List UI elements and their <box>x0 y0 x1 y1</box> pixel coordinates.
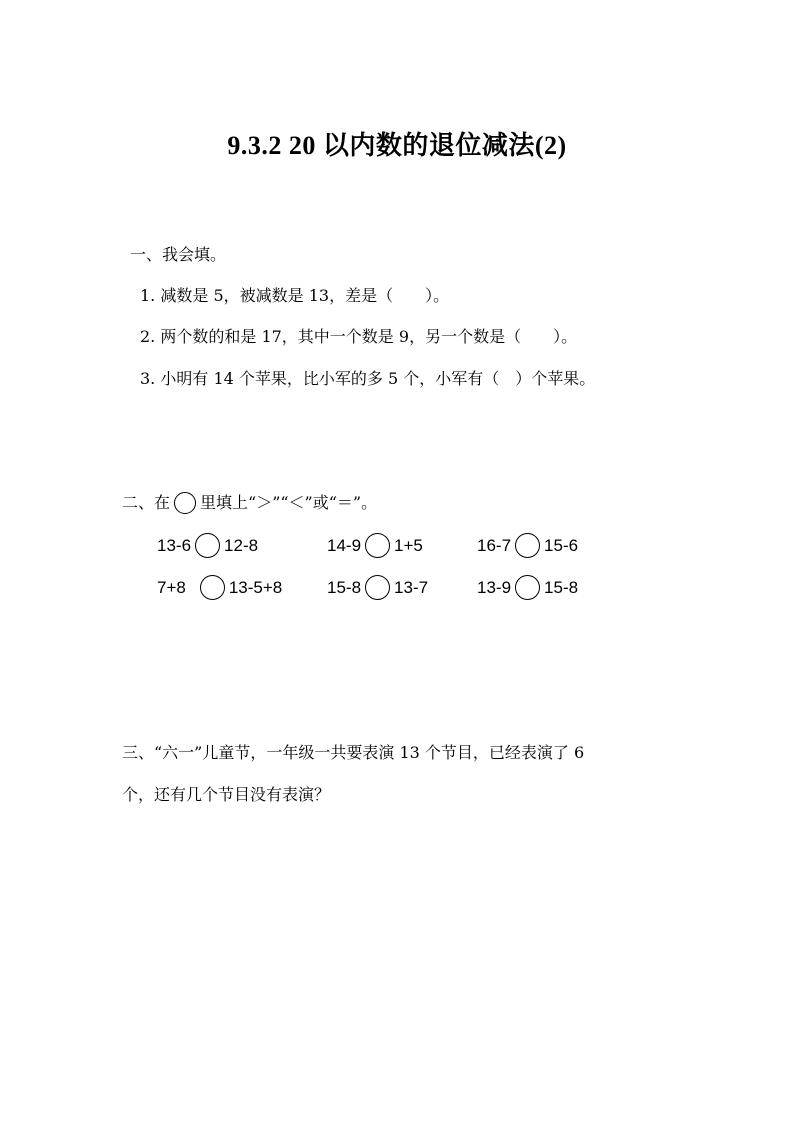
section2-heading <box>122 492 377 514</box>
section1-item-3: 3. 小明有 14 个苹果，比小军的多 5 个，小军有（ ）个苹果。 <box>140 369 596 388</box>
right-expression: 13-7 <box>394 577 429 597</box>
left-expression: 7+8 <box>157 577 186 597</box>
answer-circle[interactable] <box>195 533 220 558</box>
left-expression: 13-9 <box>477 577 512 597</box>
left-expression: 13-6 <box>157 535 192 555</box>
right-expression: 15-8 <box>544 577 579 597</box>
section1-heading: 一、我会填。 <box>130 245 227 264</box>
comparison-item <box>477 533 578 558</box>
right-expression: 15-6 <box>544 535 579 555</box>
comparison-item <box>157 533 258 558</box>
answer-circle[interactable] <box>365 575 390 600</box>
answer-circle[interactable] <box>515 575 540 600</box>
right-expression: 13-5+8 <box>228 577 283 597</box>
section1-item-1: 1. 减数是 5，被减数是 13，差是（ ）。 <box>140 286 450 305</box>
answer-circle[interactable] <box>200 575 225 600</box>
circle-blank-icon <box>174 492 196 514</box>
left-expression: 16-7 <box>477 535 512 555</box>
answer-circle[interactable] <box>515 533 540 558</box>
page-title: 9.3.2 20 以内数的退位减法(2) <box>227 131 567 160</box>
comparison-item <box>327 575 428 600</box>
section2-heading-suffix: 里填上“＞”“＜”或“＝”。 <box>200 493 378 512</box>
left-expression: 15-8 <box>327 577 362 597</box>
section3-question-line-2: 个，还有几个节目没有表演？ <box>122 785 331 804</box>
comparison-item <box>477 575 578 600</box>
section2-heading-prefix: 二、在 <box>122 493 171 512</box>
left-expression: 14-9 <box>327 535 362 555</box>
section1-item-2: 2. 两个数的和是 17，其中一个数是 9，另一个数是（ ）。 <box>140 327 578 346</box>
right-expression: 1+5 <box>394 535 423 555</box>
comparison-item <box>327 533 423 558</box>
comparison-item <box>157 575 282 600</box>
right-expression: 12-8 <box>224 535 259 555</box>
answer-circle[interactable] <box>365 533 390 558</box>
section3-question-line-1: 三、“六一”儿童节，一年级一共要表演 13 个节目，已经表演了 6 <box>122 743 585 762</box>
